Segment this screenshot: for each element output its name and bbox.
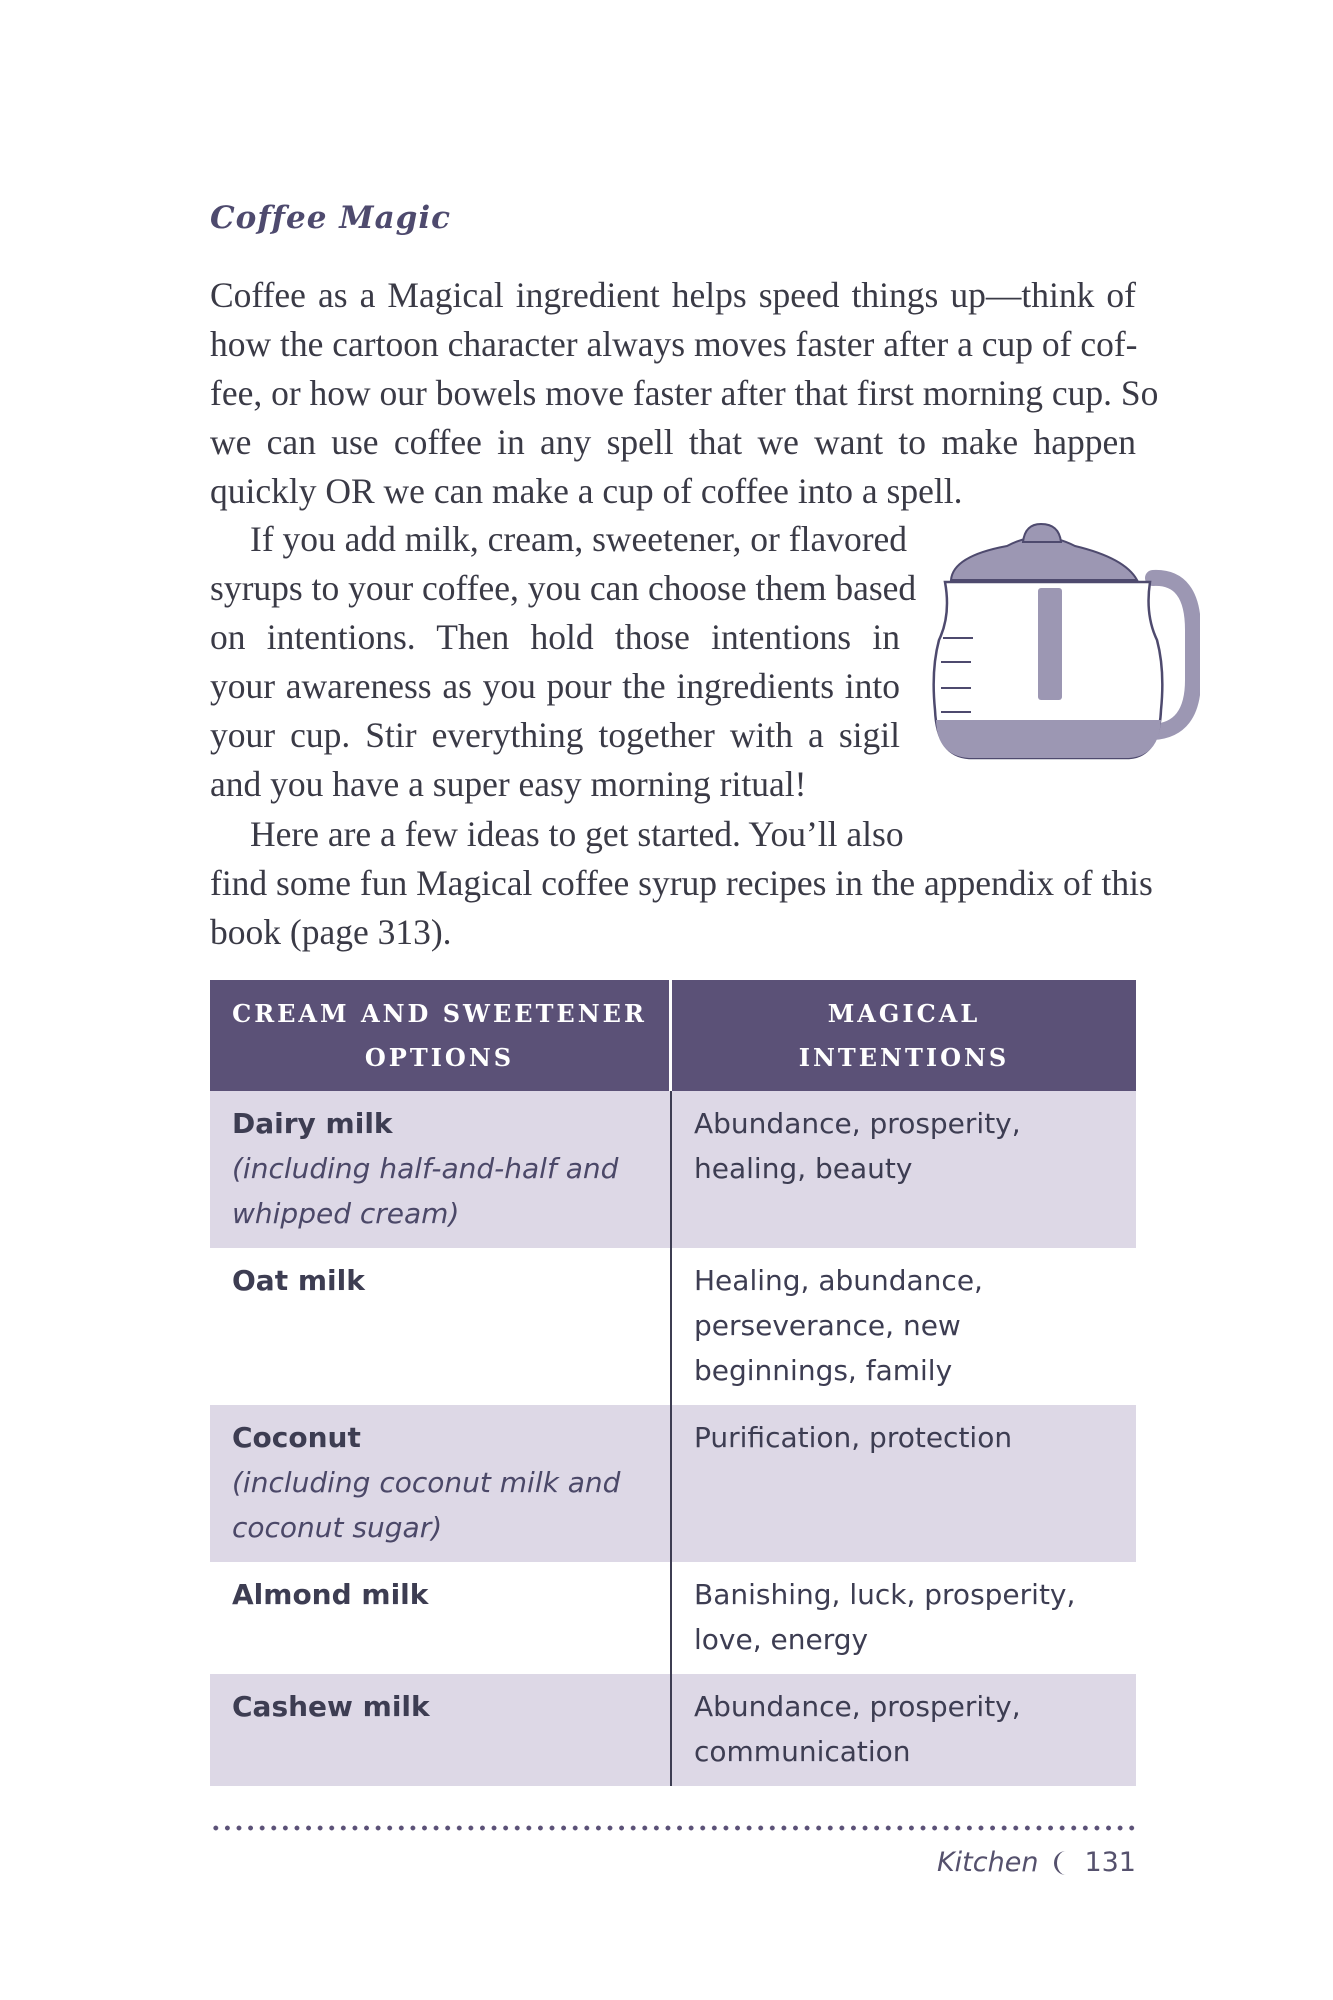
option-note: (including coconut milk and xyxy=(232,1466,621,1499)
footer-section-name: Kitchen xyxy=(936,1847,1039,1878)
option-name: Cashew milk xyxy=(232,1690,430,1723)
option-cell xyxy=(210,1674,672,1786)
intentions-text: Abundance, prosperity, xyxy=(694,1107,1021,1140)
option-name: Almond milk xyxy=(232,1578,429,1611)
option-cell xyxy=(210,1248,672,1405)
table-row xyxy=(210,1248,1136,1405)
paragraph-ideas: Here are a few ideas to get started. You’ll also find some fun Magical coffee syrup recipes in the appendix of this book (page 313). xyxy=(210,814,1153,952)
option-name: Coconut xyxy=(232,1421,361,1454)
crescent-moon-icon xyxy=(1050,1849,1072,1877)
option-cell xyxy=(210,1405,672,1562)
intentions-text: Healing, abundance, xyxy=(694,1264,983,1297)
dotted-divider xyxy=(210,1825,1136,1831)
intentions-text: love, energy xyxy=(694,1623,869,1656)
coffee-carafe-illustration xyxy=(925,520,1200,775)
option-note: whipped cream) xyxy=(232,1197,460,1230)
intentions-text: Purification, protection xyxy=(694,1421,1013,1454)
intentions-cell xyxy=(672,1091,1136,1248)
intentions-text: healing, beauty xyxy=(694,1152,913,1185)
section-heading: Coffee Magic xyxy=(210,200,451,236)
page-number: 131 xyxy=(1084,1847,1136,1878)
option-cell xyxy=(210,1562,672,1674)
intentions-text: Abundance, prosperity, xyxy=(694,1690,1021,1723)
intentions-cell xyxy=(672,1405,1136,1562)
table-row xyxy=(210,1091,1136,1248)
intentions-cell xyxy=(672,1562,1136,1674)
header-cream-sweetener-options: CREAM AND SWEETENER OPTIONS xyxy=(210,980,672,1091)
table-row xyxy=(210,1674,1136,1786)
intentions-text: perseverance, new xyxy=(694,1309,961,1342)
table-row xyxy=(210,1562,1136,1674)
intentions-text: beginnings, family xyxy=(694,1354,953,1387)
paragraph-intro: Coffee as a Magical ingredient helps speed things up—think of how the cartoon character always moves faster after a cup of cof- fee, or how our bowels move faster after that first morning cup. So we can use coffee in any spell that we want to make happen quickly OR we can make a cup of coffee into a spell. xyxy=(210,275,1159,511)
header-magical-intentions: MAGICAL INTENTIONS xyxy=(798,998,1010,1072)
option-name: Dairy milk xyxy=(232,1107,393,1140)
table-header xyxy=(210,980,1136,1091)
option-note: (including half-and-half and xyxy=(232,1152,619,1185)
paragraph-additions: If you add milk, cream, sweetener, or flavored syrups to your coffee, you can choose them based on intentions. Then hold those intentions in your awareness as you pour the ingredients into your cup. Stir everything together with a sigil and you have a super easy morning ritual! xyxy=(210,519,917,804)
intentions-cell xyxy=(672,1248,1136,1405)
option-name: Oat milk xyxy=(232,1264,365,1297)
table-body xyxy=(210,1091,1136,1786)
intentions-text: communication xyxy=(694,1735,911,1768)
option-note: coconut sugar) xyxy=(232,1511,443,1544)
coffee-magic-table xyxy=(210,980,1136,1786)
intentions-text: Banishing, luck, prosperity, xyxy=(694,1578,1076,1611)
table-row xyxy=(210,1405,1136,1562)
intentions-cell xyxy=(672,1674,1136,1786)
option-cell xyxy=(210,1091,672,1248)
page-footer xyxy=(937,1847,1136,1878)
